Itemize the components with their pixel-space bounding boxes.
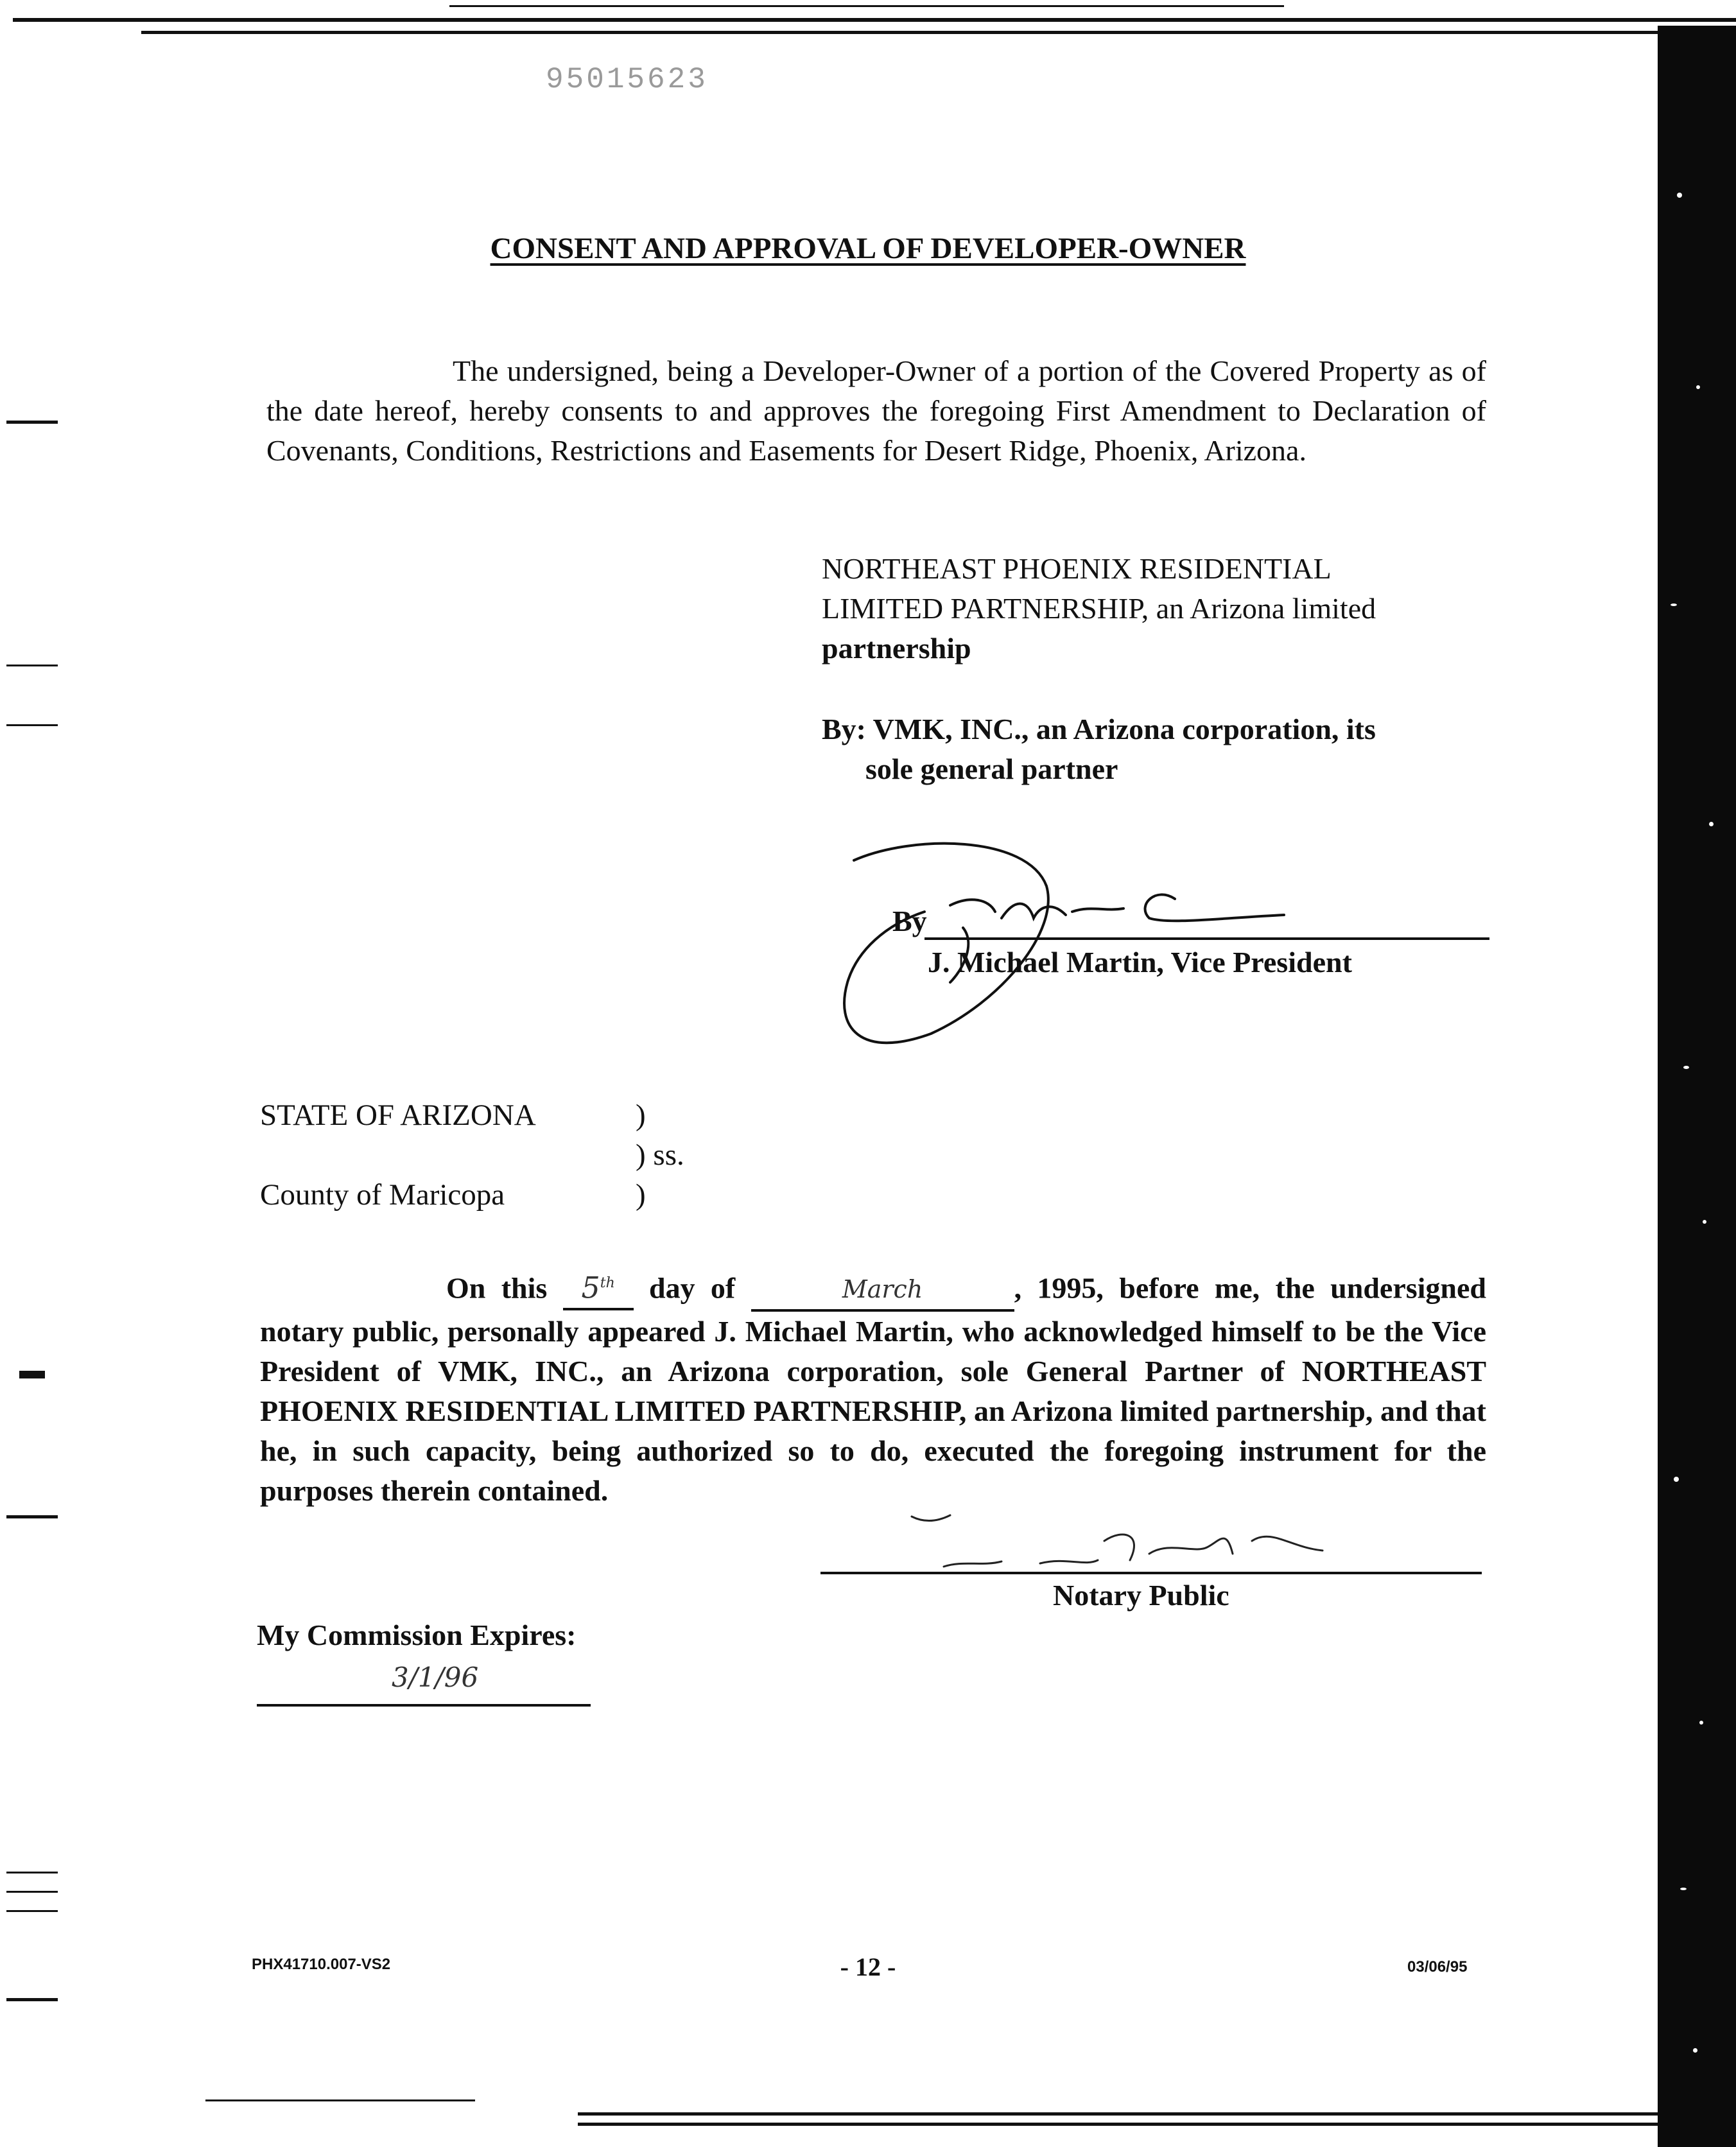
entity-name-line1: NORTHEAST PHOENIX RESIDENTIAL <box>822 552 1332 585</box>
handwritten-day-suffix: th <box>600 1275 615 1291</box>
venue-paren-top: ) <box>636 1099 646 1132</box>
entity-name-line2: LIMITED PARTNERSHIP, an Arizona limited <box>822 592 1376 625</box>
martin-signature <box>844 844 1284 1043</box>
venue-state: STATE OF ARIZONA <box>260 1099 536 1132</box>
venue-paren-bottom: ) <box>636 1178 646 1212</box>
footer-page-number: - 12 - <box>840 1952 896 1981</box>
notary-public-label: Notary Public <box>1053 1579 1229 1612</box>
document-title: CONSENT AND APPROVAL OF DEVELOPER-OWNER <box>490 232 1246 265</box>
ack-on-this: On this <box>446 1271 548 1305</box>
ack-remainder: , 1995, before me, the undersigned notary public, personally appeared J. Michael Martin, who acknowledged himself to be the Vice President of VMK, INC., an Arizona corporation, sole General Partner of NORTHEAST PHOENIX RESIDENTIAL LIMITED PARTNERSHIP, an Arizona limited partnership, and that he, in such capacity, being authorized so to do, executed the foregoing instrument for the purposes therein contained. <box>260 1271 1487 1508</box>
footer-date-code: 03/06/95 <box>1407 1958 1468 1976</box>
signer-name: J. Michael Martin, Vice President <box>928 946 1352 978</box>
by-label: By <box>892 905 927 937</box>
venue-county: County of Maricopa <box>260 1178 505 1212</box>
intro-paragraph: The undersigned, being a Developer-Owner of a portion of the Covered Property as of the date hereof, hereby consents to and approves the foregoing First Amendment to Declaration of Covenants, Conditions, Restrictions and Easements for Desert Ridge, Phoenix, Arizona. <box>266 354 1486 467</box>
venue-ss: ) ss. <box>636 1138 684 1172</box>
footer-doc-code: PHX41710.007-VS2 <box>252 1956 391 1973</box>
notary-signature <box>912 1515 1323 1567</box>
entity-name-line3: partnership <box>822 632 971 665</box>
ack-day-of: day of <box>648 1271 736 1305</box>
general-partner-line2: sole general partner <box>865 752 1118 785</box>
general-partner-line1: By: VMK, INC., an Arizona corporation, its <box>822 713 1376 745</box>
handwritten-month: March <box>842 1275 923 1304</box>
handwritten-day: 5 <box>581 1270 600 1305</box>
commission-expiry-handwritten: 3/1/96 <box>392 1662 479 1693</box>
recording-stamp: 95015623 <box>546 63 708 96</box>
commission-label: My Commission Expires: <box>257 1619 577 1651</box>
